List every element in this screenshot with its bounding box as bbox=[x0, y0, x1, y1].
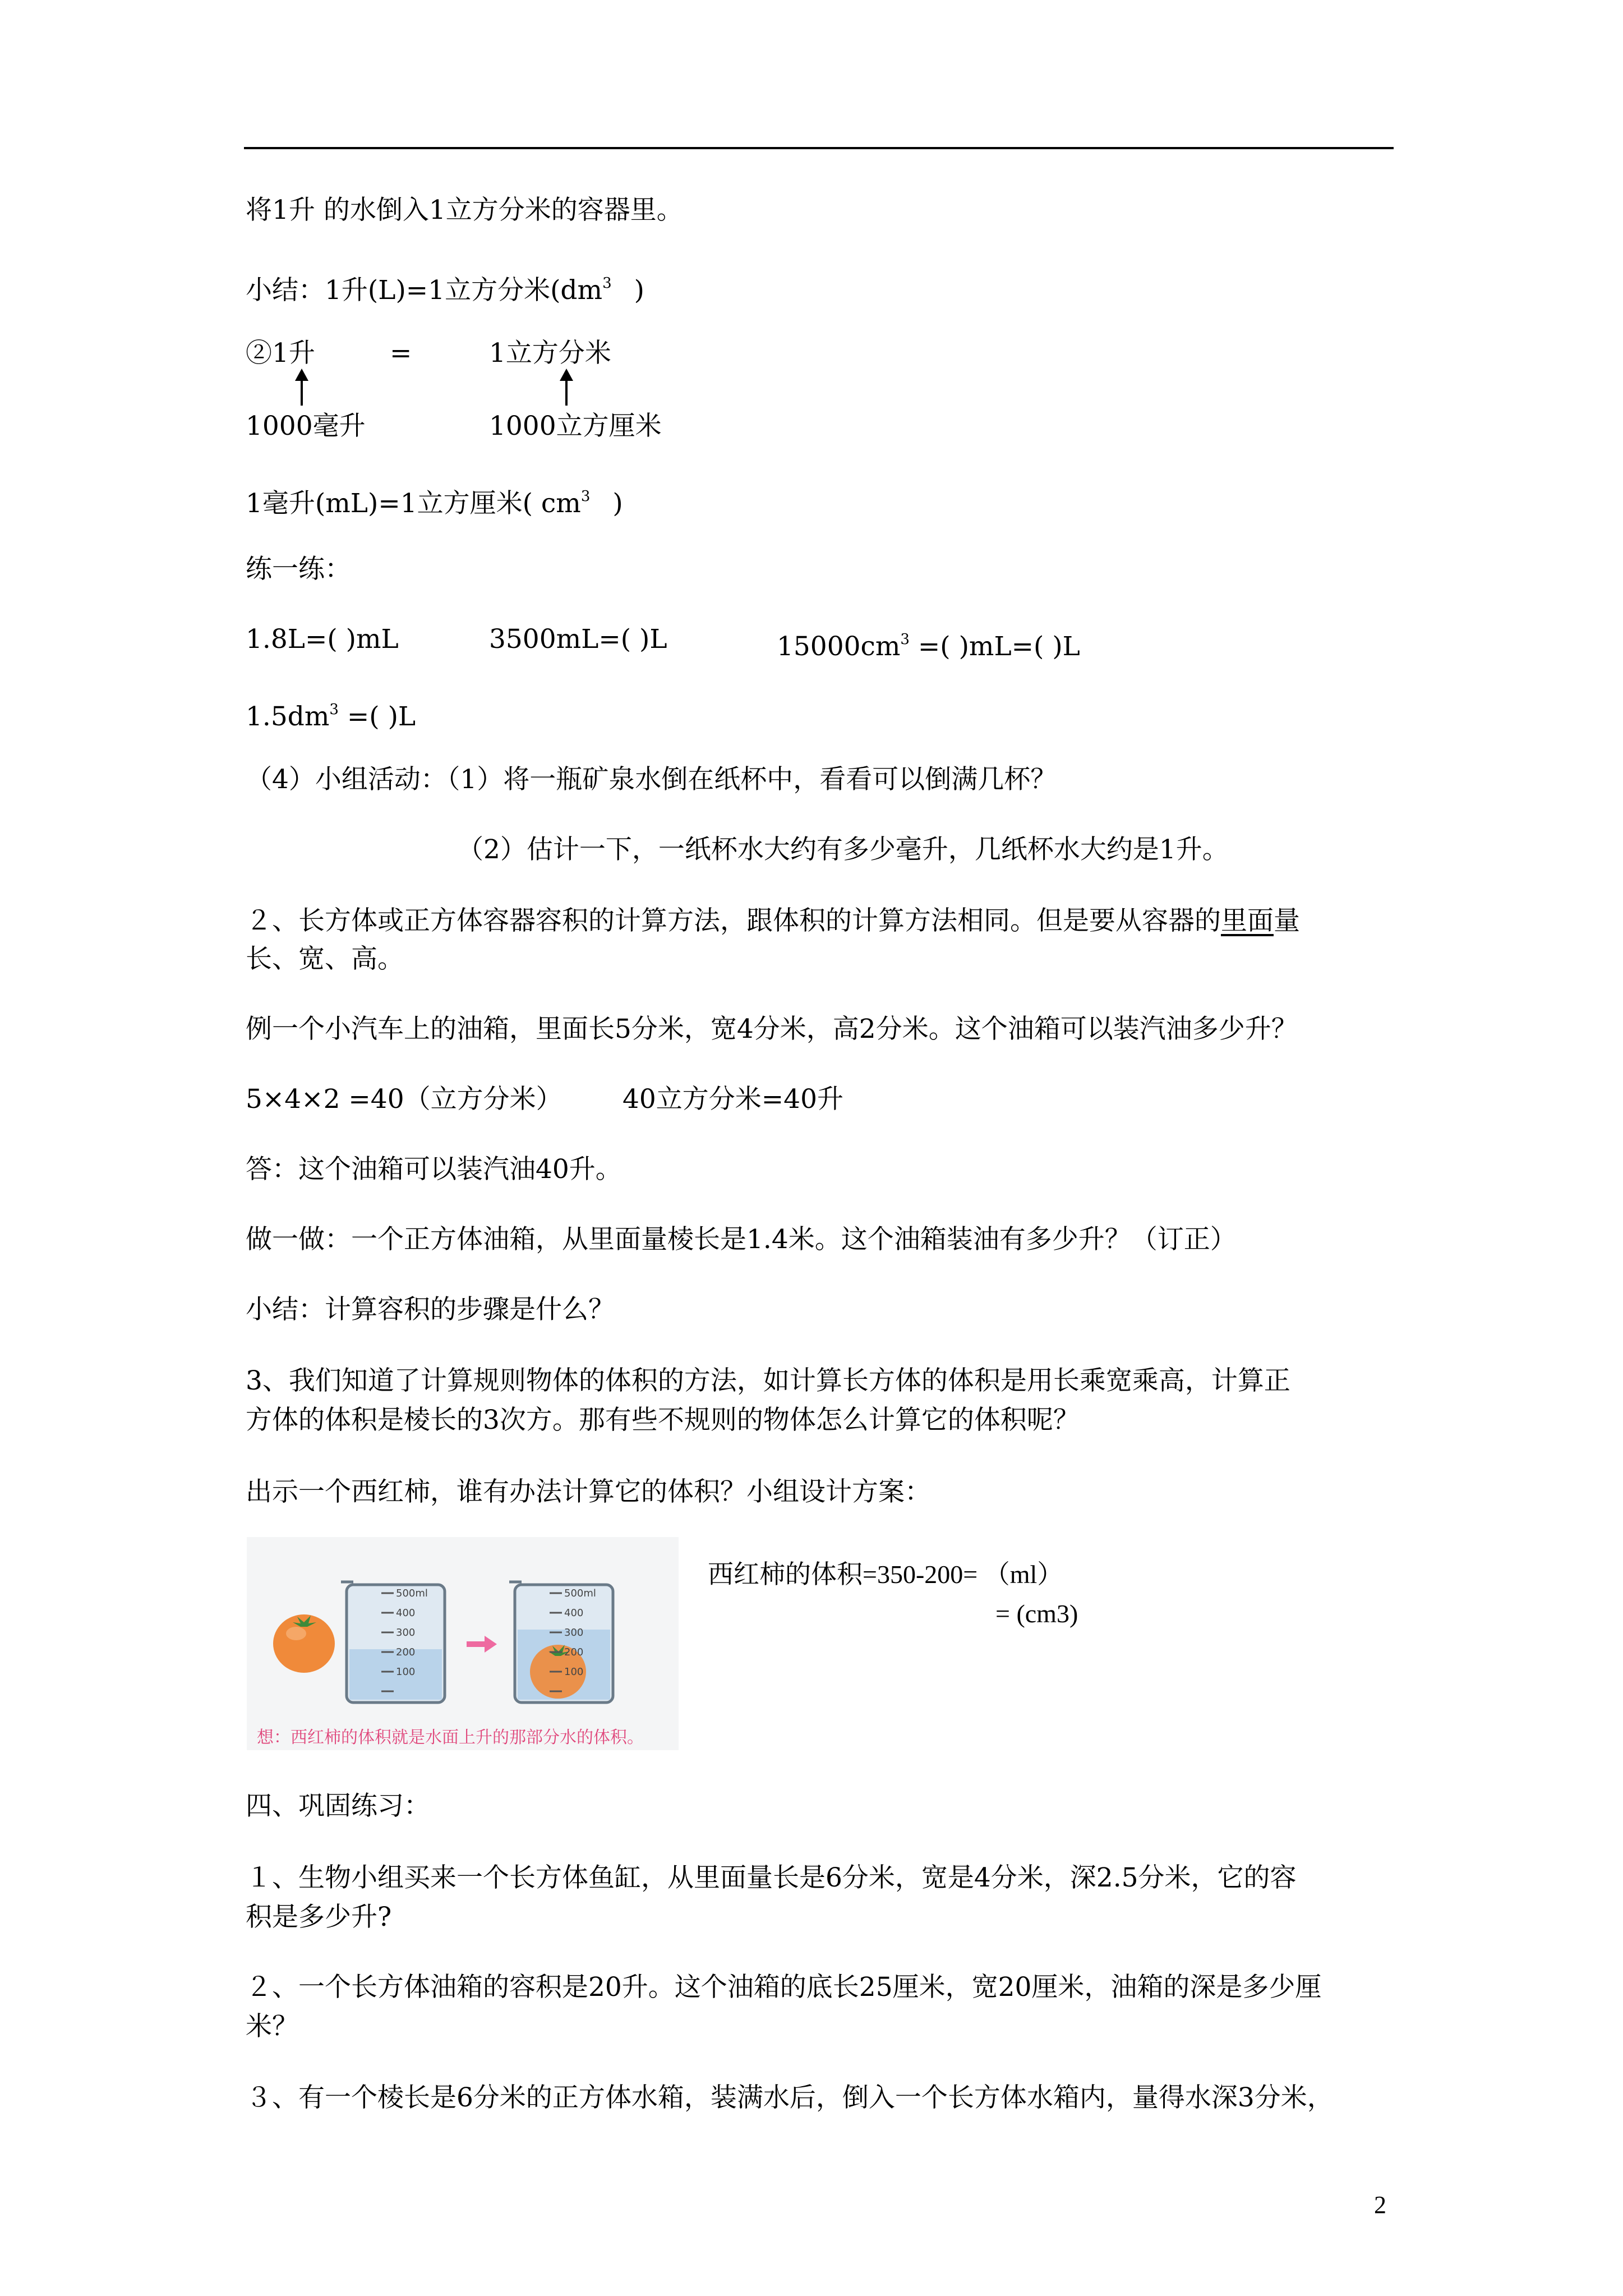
capacity-method bbox=[246, 904, 1300, 938]
tomato-prompt: 出示一个西红柿，谁有办法计算它的体积？小组设计方案： bbox=[246, 1476, 931, 1507]
header-rule bbox=[244, 147, 1394, 149]
underlined-text: 里面 bbox=[1221, 905, 1274, 936]
exercise-3-text: 15000cm bbox=[777, 631, 901, 662]
summary-ml bbox=[246, 480, 623, 521]
exercise-4-blanks: =( )L bbox=[347, 701, 416, 732]
practice-problem-1-cont: 积是多少升? bbox=[246, 1902, 392, 1932]
group-activity-2: （2）估计一下，一纸杯水大约有多少毫升，几纸杯水大约是1升。 bbox=[457, 834, 1229, 865]
capacity-method-end: 量 bbox=[1274, 905, 1300, 936]
figure-caption: 想：西红柿的体积就是水面上升的那部分水的体积。 bbox=[257, 1728, 644, 1747]
example-convert: 40立方分米=40升 bbox=[623, 1084, 843, 1115]
superscript: 3 bbox=[580, 488, 591, 505]
capacity-method-text: ２、长方体或正方体容器容积的计算方法，跟体积的计算方法相同。但是要从容器的 bbox=[246, 905, 1221, 936]
practice-problem-2-cont: 米？ bbox=[246, 2011, 298, 2042]
svg-text:300: 300 bbox=[564, 1627, 584, 1639]
tomato-formula: 西红柿的体积=350-200= （ml） bbox=[708, 1560, 1063, 1589]
svg-text:100: 100 bbox=[564, 1666, 584, 1678]
beaker-right bbox=[509, 1582, 613, 1703]
try-it: 做一做：一个正方体油箱，从里面量棱长是1.4米。这个油箱装油有多少升？（订正） bbox=[246, 1224, 1237, 1255]
superscript: 3 bbox=[602, 275, 612, 292]
svg-text:500ml: 500ml bbox=[396, 1588, 428, 1599]
exercise-4 bbox=[246, 693, 416, 734]
svg-text:300: 300 bbox=[396, 1627, 416, 1639]
irregular-volume: 3、我们知道了计算规则物体的体积的方法，如计算长方体的体积是用长乘宽乘高，计算正 bbox=[246, 1365, 1290, 1396]
exercise-3-blanks: =( )mL=( )L bbox=[917, 631, 1080, 662]
liter-text: ②1升 bbox=[246, 338, 315, 369]
superscript: 3 bbox=[329, 701, 339, 718]
practice-problem-3: ３、有一个棱长是6分米的正方体水箱，装满水后，倒入一个长方体水箱内，量得水深3分米， bbox=[246, 2082, 1334, 2113]
example-answer: 答：这个油箱可以装汽油40升。 bbox=[246, 1154, 622, 1185]
page-number: 2 bbox=[1374, 2191, 1386, 2219]
text-line-1: 将1升 的水倒入1立方分米的容器里。 bbox=[246, 195, 683, 226]
svg-text:500ml: 500ml bbox=[564, 1588, 596, 1599]
group-activity: （4）小组活动：（1）将一瓶矿泉水倒在纸杯中，看看可以倒满几杯？ bbox=[246, 764, 1057, 795]
arrow-up-icon bbox=[291, 367, 313, 407]
example-problem: 例一个小汽车上的油箱，里面长5分米，宽4分米，高2分米。这个油箱可以装汽油多少升？ bbox=[246, 1014, 1298, 1045]
beaker-figure bbox=[247, 1537, 679, 1750]
exercise-1: 1.8L=( )mL bbox=[246, 624, 399, 655]
summary-ml-text: 1毫升(mL)=1立方厘米( cm bbox=[246, 488, 581, 519]
irregular-volume-cont: 方体的体积是棱长的3次方。那有些不规则的物体怎么计算它的体积呢？ bbox=[246, 1405, 1080, 1435]
tomato-icon bbox=[273, 1614, 335, 1673]
practice-heading: 练一练： bbox=[246, 554, 351, 585]
summary-liter bbox=[246, 266, 644, 307]
practice-problem-2: ２、一个长方体油箱的容积是20升。这个油箱的底长25厘米，宽20厘米，油箱的深是多少厘 bbox=[246, 1972, 1322, 2003]
beaker-left bbox=[341, 1582, 445, 1703]
ml-text: 1000毫升 bbox=[246, 411, 366, 441]
cubic-cm-text: 1000立方厘米 bbox=[489, 411, 662, 441]
tomato-formula-2: = (cm3) bbox=[995, 1599, 1078, 1628]
summary-liter-text: 小结：1升(L)=1立方分米(dm bbox=[246, 275, 603, 306]
svg-text:200: 200 bbox=[396, 1646, 416, 1658]
exercise-4-text: 1.5dm bbox=[246, 701, 330, 732]
svg-text:400: 400 bbox=[564, 1607, 584, 1619]
cubic-dm-text: 1立方分米 bbox=[489, 338, 611, 369]
pink-arrow-icon bbox=[467, 1636, 497, 1653]
equals-sign: = bbox=[390, 338, 412, 369]
summary-liter-close: ) bbox=[634, 275, 644, 306]
practice-problem-1: １、生物小组买来一个长方体鱼缸，从里面量长是6分米，宽是4分米，深2.5分米，它的容 bbox=[246, 1862, 1297, 1893]
summary-ml-close: ) bbox=[612, 488, 623, 519]
example-calc: 5×4×2 =40（立方分米） bbox=[246, 1084, 562, 1115]
beaker-illustration bbox=[247, 1537, 679, 1722]
svg-text:400: 400 bbox=[396, 1607, 416, 1619]
superscript: 3 bbox=[900, 631, 910, 648]
summary-steps: 小结：计算容积的步骤是什么？ bbox=[246, 1294, 615, 1325]
svg-text:200: 200 bbox=[564, 1646, 584, 1658]
consolidation-heading: 四、巩固练习： bbox=[246, 1791, 430, 1821]
capacity-method-cont: 长、宽、高。 bbox=[246, 944, 404, 974]
exercise-2: 3500mL=( )L bbox=[489, 624, 667, 655]
arrow-up-icon bbox=[555, 367, 578, 407]
svg-text:100: 100 bbox=[396, 1666, 416, 1678]
exercise-3 bbox=[777, 623, 1080, 664]
